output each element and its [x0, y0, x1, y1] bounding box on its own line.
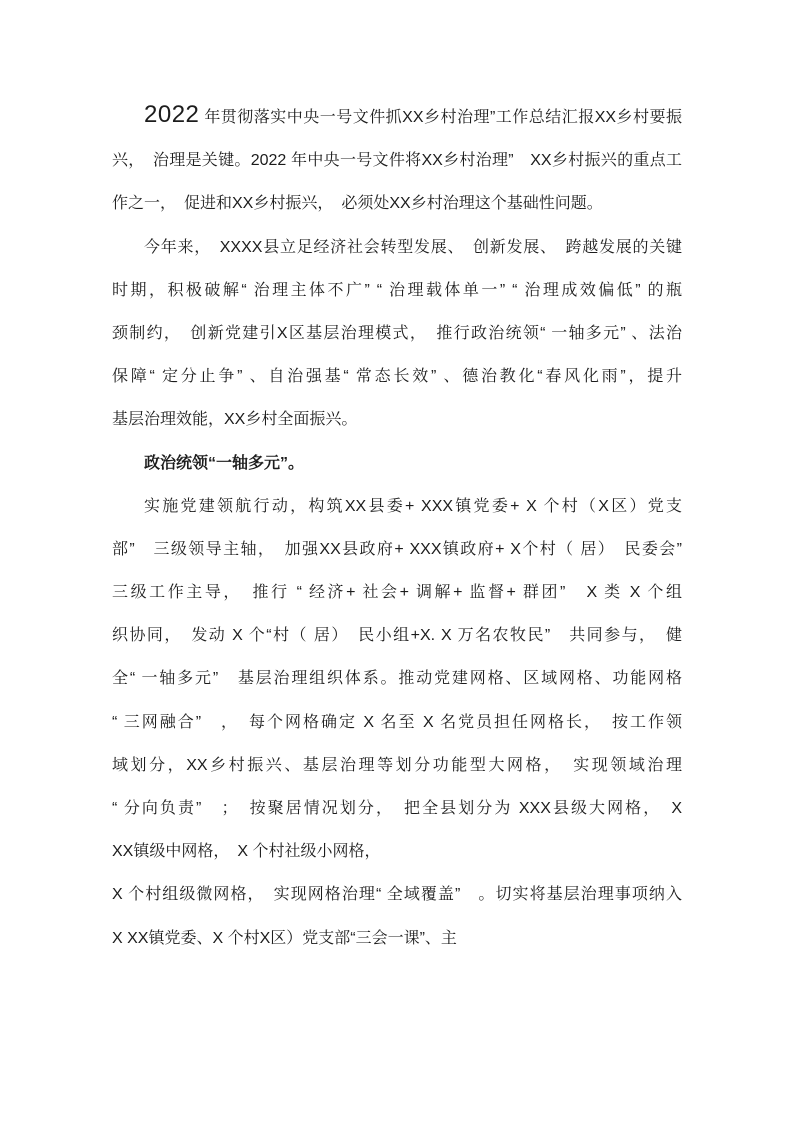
year-number: 2022	[144, 101, 200, 128]
text-line: X XX镇党委、X 个村X区）党支部“三会一课”、主	[112, 929, 457, 947]
text-line: XX镇级中网格， X 个村社级小网格，	[112, 843, 381, 861]
text-line: 基层治理效能，XX乡村全面振兴。	[112, 411, 358, 429]
text-line	[112, 96, 682, 139]
text-line: 织协同， 发动 X 个“村（ 居） 民小组+X. X 万名农牧民” 共同参与， 健	[112, 627, 682, 645]
text-line: 部” 三级领导主轴， 加强XX县政府+ XXX镇政府+ X个村（ 居） 民委会”	[112, 540, 682, 558]
text-line: 颈制约， 创新党建引X区基层治理模式， 推行政治统领“ 一轴多元” 、法治	[112, 324, 682, 342]
text-line: 作之一， 促进和XX乡村振兴， 必须处XX乡村治理这个基础性问题。	[112, 195, 603, 213]
text-line: 兴， 治理是关键。2022 年中央一号文件将XX乡村治理” XX乡村振兴的重点工	[112, 152, 682, 170]
text-line: “ 分向负责” ； 按聚居情况划分， 把全县划分为 XXX县级大网格， X	[112, 800, 682, 817]
text-line: “ 三网融合” ， 每个网格确定 X 名至 X 名党员担任网格长， 按工作领	[112, 713, 682, 731]
text-line: X 个村组级微网格， 实现网格治理“ 全域覆盖” 。切实将基层治理事项纳入	[112, 886, 682, 904]
text-line: 全“ 一轴多元” 基层治理组织体系。推动党建网格、区域网格、功能网格	[112, 670, 682, 688]
section-heading: 政治统领“一轴多元”。	[144, 454, 305, 472]
text-line: 今年来， XXXX县立足经济社会转型发展、 创新发展、 跨越发展的关键	[144, 238, 682, 256]
text-line: 保障“ 定分止争” 、自治强基“ 常态长效” 、德治教化“春风化雨”，提升	[112, 368, 682, 386]
text-line: 实施党建领航行动，构筑XX县委+ XXX镇党委+ X 个村（X区）党支	[144, 497, 682, 515]
text-line: 时期，积极破解“ 治理主体不广” “ 治理载体单一” “ 治理成效偏低” 的瓶	[112, 281, 682, 299]
text-line: 三级工作主导， 推行 “ 经济+ 社会+ 调解+ 监督+ 群团” X 类 X 个组	[112, 584, 682, 602]
text-line: 域划分，XX乡村振兴、基层治理等划分功能型大网格， 实现领域治理	[112, 756, 682, 774]
text-run: 年贯彻落实中央一号文件抓XX乡村治理”工作总结汇报XX乡村要振	[199, 109, 682, 126]
document-content	[112, 96, 682, 960]
